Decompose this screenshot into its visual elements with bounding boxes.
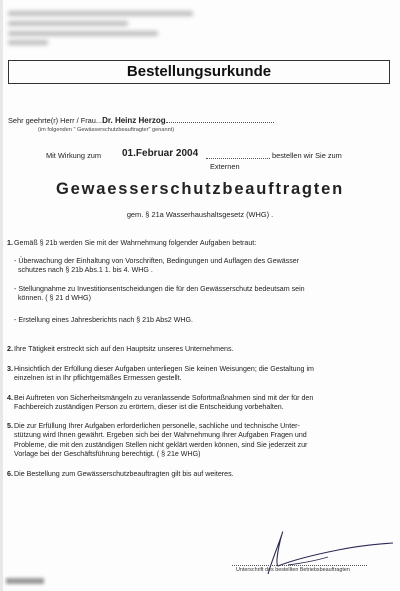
item-number-4: 4.: [7, 394, 13, 402]
item-number-6: 6.: [7, 470, 13, 478]
effective-suffix: bestellen wir Sie zum: [272, 151, 342, 160]
task-monitoring: [14, 257, 299, 276]
item-6-text: [14, 470, 234, 479]
item-5-line-1: Die zur Erfüllung Ihrer Aufgaben erforderlichen personelle, sachliche und technische Unter-: [14, 422, 300, 430]
task-monitoring-line-1: - Überwachung der Einhaltung von Vorschriften, Bedingungen und Auflagen des Gewässer: [14, 257, 300, 265]
item-1-line-1: Gemäß § 21b werden Sie mit der Wahrnehmung folgender Aufgaben betraut:: [14, 239, 257, 247]
item-3-text: [14, 365, 314, 384]
task-investment-line-2: können. ( § 21 d WHG): [18, 294, 91, 303]
item-5-line-3: Probleme, die mit den zuständigen Stellen nicht geklärt werden können, sind Sie jederzeit zur: [14, 440, 308, 449]
effective-date: 01.Februar 2004: [122, 148, 199, 159]
document-title: Bestellungsurkunde: [8, 60, 390, 84]
recipient-name: Dr. Heinz Herzog: [102, 116, 166, 125]
effective-prefix: Mit Wirkung zum: [46, 151, 102, 160]
salutation-line: [8, 116, 274, 125]
signature-caption: Unterschrift des bestellten Betriebsbeauftragten: [236, 567, 350, 573]
item-2-text: [14, 345, 234, 354]
role-type: Externen: [210, 162, 240, 171]
task-annual-report: [14, 316, 193, 325]
item-number-1: 1.: [7, 239, 13, 247]
item-5-line-4: Vorlage bei der Geschäftsführung berechtigt. ( § 21e WHG): [14, 450, 201, 459]
recipient-note: (im folgenden " Gewässerschutzbeauftragter" genannt): [38, 127, 175, 133]
role-heading: Gewaesserschutzbeauftragten: [56, 180, 344, 198]
legal-basis: gem. § 21a Wasserhaushaltsgesetz (WHG) .: [126, 210, 274, 219]
item-number-3: 3.: [7, 365, 13, 373]
task-monitoring-line-2: schutzes nach § 21b Abs.1 1. bis 4. WHG .: [18, 266, 153, 275]
item-number-2: 2.: [7, 345, 13, 353]
date-dotted-fill: [206, 158, 270, 159]
item-5-text: [14, 422, 307, 460]
item-4-line-2: Fachbereich zuständigen Person zu erörtern, dieser ist die Entscheidung vorbehalten.: [14, 403, 284, 412]
item-3-line-2: einzelnen ist in Ihr pflichtgemäßes Ermessen gestellt.: [14, 374, 182, 383]
scan-edge: [0, 0, 3, 591]
salutation-prefix: Sehr geehrte(r) Herr / Frau...: [8, 116, 103, 125]
signature-line: [232, 565, 367, 566]
item-5-line-2: stützung wird Ihnen gewährt. Ergeben sich bei der Wahrnehmung Ihrer Aufgaben Fragen und: [14, 431, 307, 440]
task-annual-report-line-1: - Erstellung eines Jahresberichts nach § 21b Abs2 WHG.: [14, 316, 194, 324]
item-6-line-1: Die Bestellung zum Gewässerschutzbeauftragten gilt bis auf weiteres.: [14, 470, 234, 478]
item-number-5: 5.: [7, 422, 13, 430]
redacted-footer-mark: [6, 578, 44, 584]
redacted-sender-address: [8, 8, 198, 44]
dotted-fill: [166, 122, 274, 123]
task-investment-line-1: - Stellungnahme zu Investitionsentscheidungen die für den Gewässerschutz bedeutsam sein: [14, 285, 305, 293]
item-4-text: [14, 394, 313, 413]
item-4-line-1: Bei Auftreten von Sicherheitsmängeln zu veranlassende Sofortmaßnahmen sind mit der für den: [14, 394, 314, 402]
item-3-line-1: Hinsichtlich der Erfüllung dieser Aufgaben unterliegen Sie keinen Weisungen; die Gestaltung im: [14, 365, 314, 373]
task-investment: [14, 285, 305, 304]
item-1-text: [14, 239, 256, 248]
item-2-line-1: Ihre Tätigkeit erstreckt sich auf den Hauptsitz unseres Unternehmens.: [14, 345, 234, 353]
